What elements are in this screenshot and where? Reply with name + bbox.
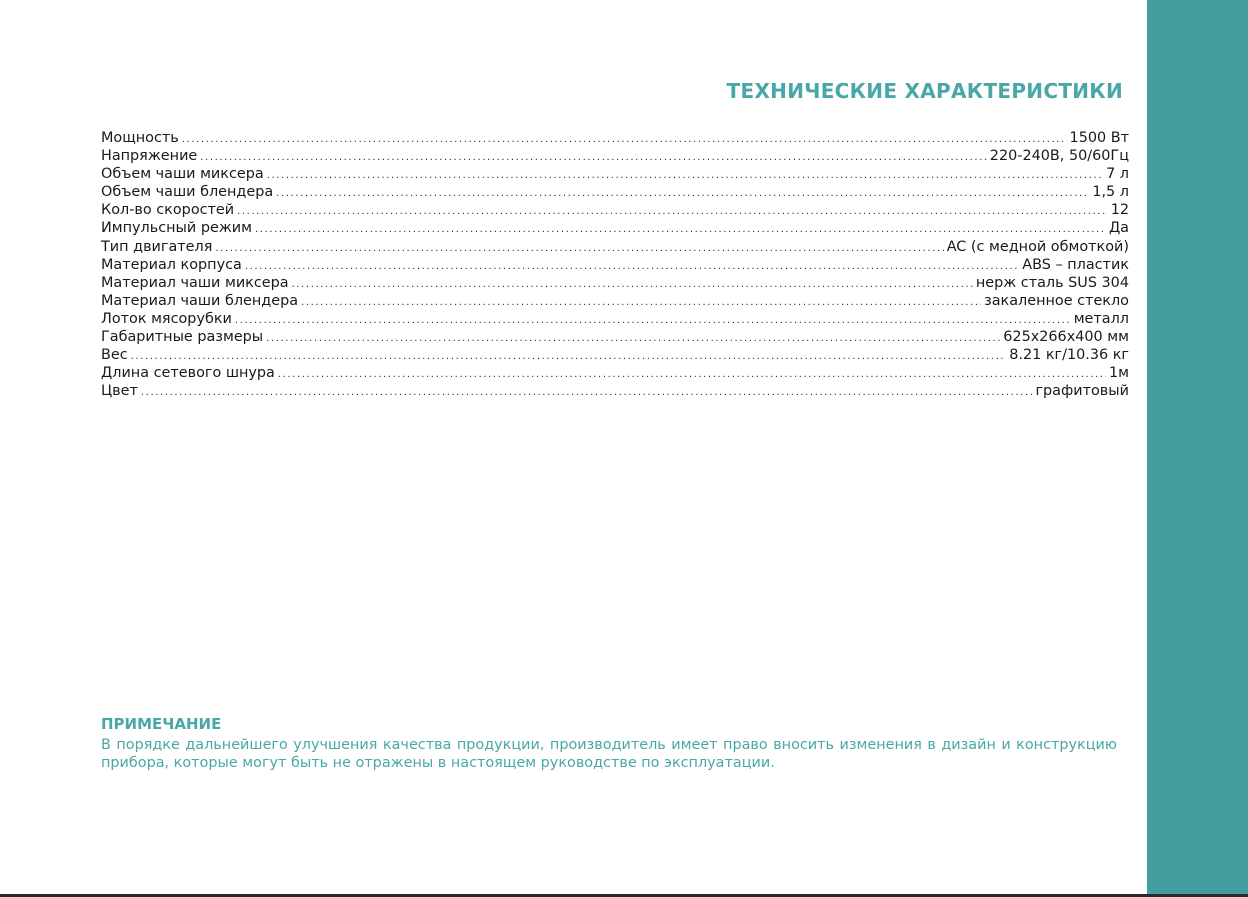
spec-label: Габаритные размеры bbox=[101, 329, 264, 346]
note-text: В порядке дальнейшего улучшения качества продукции, производитель имеет право вносить изменения в дизайн и конструкцию прибора, которые могут быть не отражены в настоящем руководстве по эксплуатации. bbox=[101, 737, 1117, 771]
spec-value: AC (с медной обмоткой) bbox=[946, 238, 1129, 255]
spec-value: ABS – пластик bbox=[1022, 256, 1129, 273]
spec-value: 1,5 л bbox=[1092, 184, 1129, 201]
spec-label: Длина сетевого шнура bbox=[101, 365, 275, 382]
dot-leader bbox=[182, 131, 1067, 147]
side-accent-bar bbox=[1147, 0, 1248, 894]
spec-value: 1500 Вт bbox=[1069, 130, 1129, 146]
spec-label: Кол-во скоростей bbox=[101, 202, 235, 219]
spec-value: нерж сталь SUS 304 bbox=[975, 274, 1129, 291]
spec-value: 1м bbox=[1108, 365, 1129, 382]
spec-label: Мощность bbox=[101, 130, 179, 146]
dot-leader bbox=[237, 203, 1108, 219]
dot-leader bbox=[235, 312, 1071, 328]
dot-leader bbox=[292, 276, 973, 292]
spec-row bbox=[101, 256, 1129, 274]
spec-row bbox=[101, 274, 1129, 292]
spec-row bbox=[101, 238, 1129, 256]
note-title: ПРИМЕЧАНИЕ bbox=[101, 715, 222, 733]
spec-label: Тип двигателя bbox=[101, 238, 213, 255]
spec-value: Да bbox=[1108, 220, 1129, 237]
spec-row bbox=[101, 219, 1129, 237]
dot-leader bbox=[266, 330, 1000, 346]
spec-row bbox=[101, 310, 1129, 328]
dot-leader bbox=[255, 221, 1106, 237]
dot-leader bbox=[245, 258, 1019, 274]
spec-value: графитовый bbox=[1035, 383, 1129, 400]
dot-leader bbox=[131, 348, 1007, 364]
note-section bbox=[101, 715, 1117, 772]
spec-value: 625x266x400 мм bbox=[1003, 329, 1129, 346]
dot-leader bbox=[141, 384, 1033, 400]
spec-row bbox=[101, 364, 1129, 382]
spec-value: металл bbox=[1073, 310, 1129, 327]
spec-label: Объем чаши миксера bbox=[101, 166, 264, 183]
spec-row bbox=[101, 147, 1129, 165]
spec-value: 7 л bbox=[1106, 166, 1129, 183]
spec-row bbox=[101, 183, 1129, 201]
spec-value: закаленное стекло bbox=[984, 292, 1129, 309]
spec-label: Лоток мясорубки bbox=[101, 310, 232, 327]
spec-value: 220-240В, 50/60Гц bbox=[989, 148, 1129, 165]
spec-value: 8.21 кг/10.36 кг bbox=[1009, 347, 1129, 364]
dot-leader bbox=[276, 185, 1089, 201]
spec-value: 12 bbox=[1110, 202, 1129, 219]
spec-label: Материал корпуса bbox=[101, 256, 242, 273]
dot-leader bbox=[215, 240, 943, 256]
dot-leader bbox=[301, 294, 981, 310]
dot-leader bbox=[278, 366, 1106, 382]
spec-row bbox=[101, 328, 1129, 346]
spec-row bbox=[101, 346, 1129, 364]
spec-label: Материал чаши блендера bbox=[101, 292, 299, 309]
dot-leader bbox=[267, 167, 1103, 183]
spec-label: Объем чаши блендера bbox=[101, 184, 274, 201]
spec-row bbox=[101, 292, 1129, 310]
spec-label: Материал чаши миксера bbox=[101, 274, 289, 291]
page-title: ТЕХНИЧЕСКИЕ ХАРАКТЕРИСТИКИ bbox=[726, 79, 1123, 103]
spec-row bbox=[101, 201, 1129, 219]
spec-label: Импульсный режим bbox=[101, 220, 252, 237]
spec-row bbox=[101, 165, 1129, 183]
spec-label: Вес bbox=[101, 347, 128, 364]
spec-row bbox=[101, 129, 1129, 147]
spec-label: Напряжение bbox=[101, 148, 198, 165]
spec-label: Цвет bbox=[101, 383, 138, 400]
spec-list bbox=[101, 129, 1129, 400]
dot-leader bbox=[200, 149, 987, 165]
spec-row bbox=[101, 382, 1129, 400]
